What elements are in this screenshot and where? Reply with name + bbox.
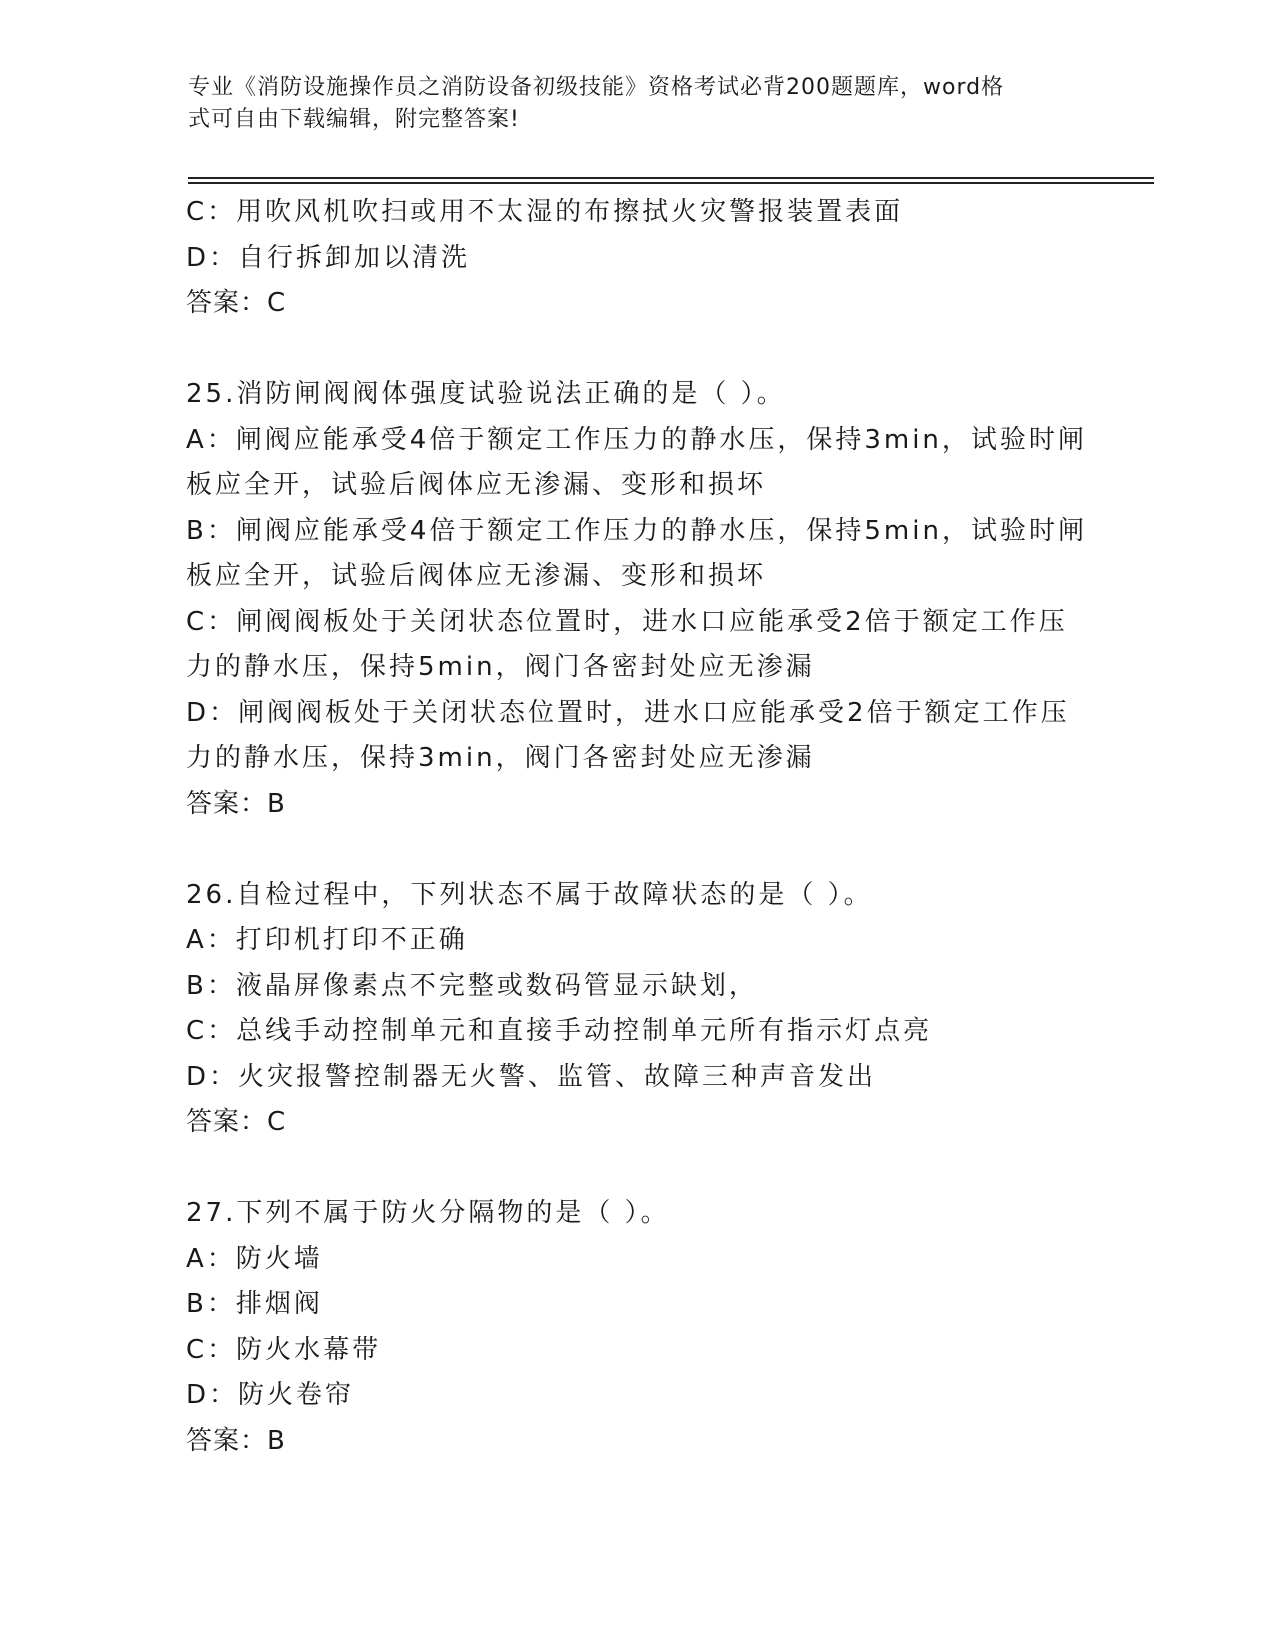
option-c: C：总线手动控制单元和直接手动控制单元所有指示灯点亮 [186, 1016, 933, 1046]
header-line-1: 专业《消防设施操作员之消防设备初级技能》资格考试必背200题题库，word格 [188, 75, 1005, 100]
option-d-line-1: D：闸阀阀板处于关闭状态位置时，进水口应能承受2倍于额定工作压 [186, 697, 1070, 728]
option-c-line-2: 力的静水压，保持5min，阀门各密封处应无渗漏 [186, 652, 815, 682]
question-27 [186, 1191, 1086, 1464]
document-body [186, 190, 1086, 1464]
question-24-tail [186, 190, 1086, 327]
answer: 答案：B [186, 788, 286, 819]
header-line-2: 式可自由下载编辑，附完整答案! [188, 107, 520, 132]
spacer [186, 327, 1086, 373]
option-d: D：火灾报警控制器无火警、监管、故障三种声音发出 [186, 1061, 877, 1092]
option-d-line-2: 力的静水压，保持3min，阀门各密封处应无渗漏 [186, 743, 815, 773]
question-26 [186, 873, 1086, 1146]
answer: 答案：B [186, 1425, 286, 1456]
header-divider-top [188, 177, 1154, 179]
option-b-line-2: 板应全开，试验后阀体应无渗漏、变形和损坏 [186, 561, 767, 591]
option-a: A：打印机打印不正确 [186, 925, 468, 955]
option-c: C：用吹风机吹扫或用不太湿的布擦拭火灾警报装置表面 [186, 197, 904, 227]
header-divider-bottom [188, 182, 1154, 184]
option-c-line-1: C：闸阀阀板处于关闭状态位置时，进水口应能承受2倍于额定工作压 [186, 606, 1068, 637]
answer: 答案：C [186, 1107, 287, 1137]
option-a-line-2: 板应全开，试验后阀体应无渗漏、变形和损坏 [186, 470, 767, 500]
option-b: B：排烟阀 [186, 1289, 323, 1319]
option-d: D：防火卷帘 [186, 1380, 355, 1410]
spacer [186, 1146, 1086, 1192]
question-text: 27.下列不属于防火分隔物的是（ ）。 [186, 1198, 670, 1228]
option-b: B：液晶屏像素点不完整或数码管显示缺划， [186, 970, 758, 1001]
question-text: 26.自检过程中，下列状态不属于故障状态的是（ ）。 [186, 879, 873, 910]
option-a-line-1: A：闸阀应能承受4倍于额定工作压力的静水压，保持3min，试验时闸 [186, 424, 1087, 455]
answer: 答案：C [186, 288, 287, 318]
spacer [186, 827, 1086, 873]
question-25 [186, 372, 1086, 827]
question-text: 25.消防闸阀阀体强度试验说法正确的是（ ）。 [186, 379, 786, 409]
option-b-line-1: B：闸阀应能承受4倍于额定工作压力的静水压，保持5min，试验时闸 [186, 515, 1087, 546]
option-c: C：防火水幕带 [186, 1334, 382, 1365]
option-d: D：自行拆卸加以清洗 [186, 242, 471, 273]
option-a: A：防火墙 [186, 1243, 323, 1274]
document-header [188, 72, 1068, 136]
